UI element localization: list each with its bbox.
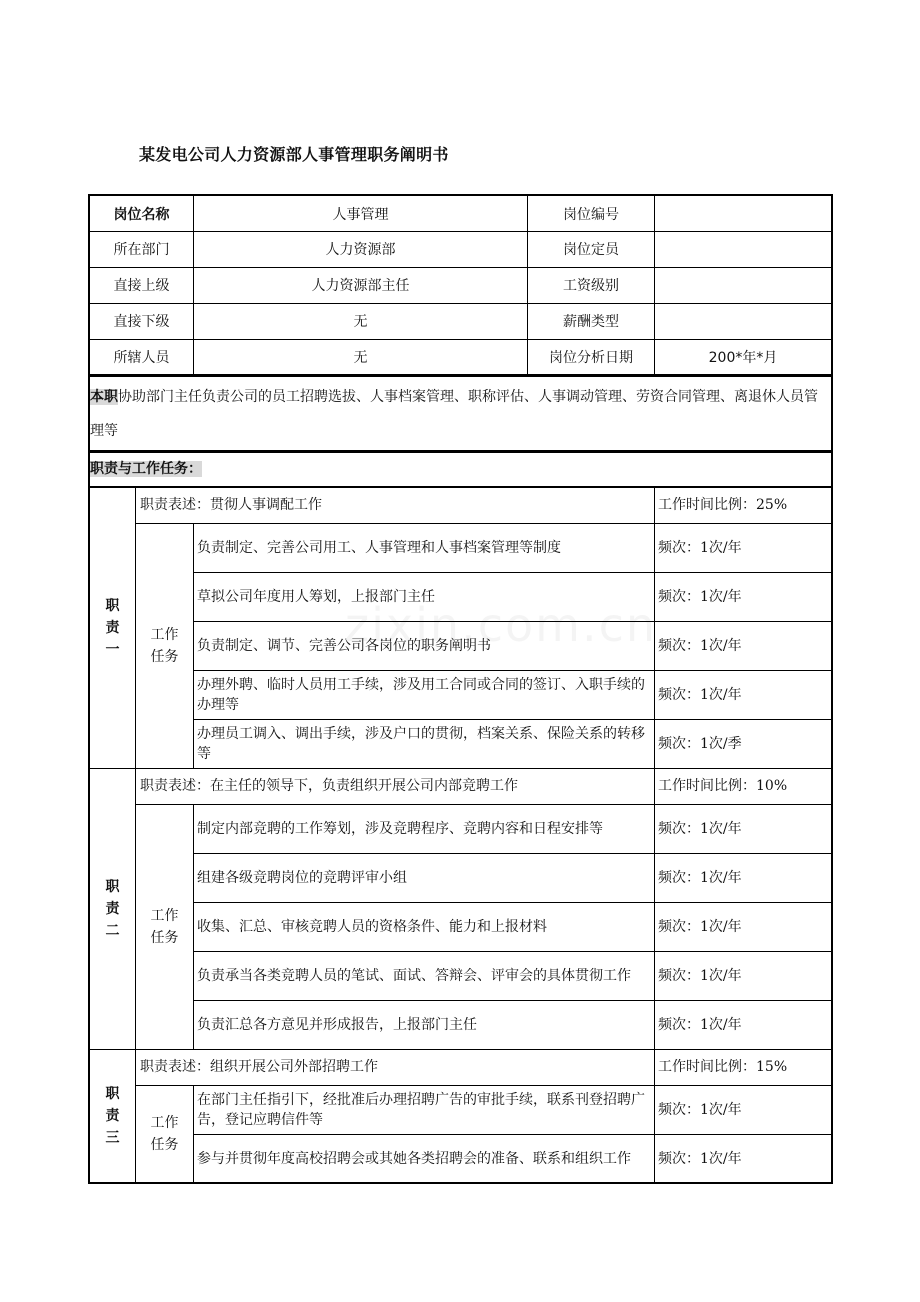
- responsibility-statement: 职责表述：贯彻人事调配工作: [140, 497, 322, 513]
- task-frequency: 频次：1次/年: [658, 637, 742, 654]
- task-label: 工作 任务: [150, 1115, 179, 1153]
- header-value-2: [655, 196, 831, 231]
- header-label-2: 岗位定员: [563, 242, 619, 258]
- task-text: 草拟公司年度用人筹划，上报部门主任: [197, 588, 435, 605]
- task-text: 制定内部竞聘的工作筹划，涉及竞聘程序、竞聘内容和日程安排等: [197, 820, 603, 837]
- task-frequency: 频次：1次/年: [658, 539, 742, 556]
- duty-block: [90, 380, 830, 448]
- task-frequency: 频次：1次/年: [658, 869, 742, 886]
- header-value: 人事管理: [332, 206, 389, 223]
- header-label-2: 岗位分析日期: [549, 349, 633, 366]
- responsibility-name: 职 责 三: [105, 1086, 120, 1146]
- task-text: 参与并贯彻年度高校招聘会或其她各类招聘会的准备、联系和组织工作: [197, 1150, 631, 1167]
- document-title: 某发电公司人力资源部人事管理职务阐明书: [139, 145, 449, 164]
- header-label-2: 薪酬类型: [563, 314, 619, 330]
- duty-text: 协助部门主任负责公司的员工招聘选拔、人事档案管理、职称评估、人事调动管理、劳资合同管理、离退休人员管理等: [90, 389, 818, 439]
- header-label: 岗位名称: [113, 206, 170, 223]
- header-label: 所在部门: [113, 242, 170, 258]
- task-frequency: 频次：1次/年: [658, 1101, 742, 1118]
- header-value-2: 200*年*月: [708, 349, 778, 366]
- time-ratio: 工作时间比例：10%: [658, 778, 788, 794]
- time-ratio: 工作时间比例：15%: [658, 1059, 788, 1075]
- header-value: 人力资源部: [325, 242, 396, 258]
- task-frequency: 频次：1次/年: [658, 967, 742, 984]
- task-frequency: 频次：1次/年: [658, 1016, 742, 1033]
- task-text: 收集、汇总、审核竞聘人员的资格条件、能力和上报材料: [197, 918, 547, 935]
- task-frequency: 频次：1次/年: [658, 820, 742, 837]
- task-text: 办理员工调入、调出手续，涉及户口的贯彻，档案关系、保险关系的转移等: [197, 725, 645, 762]
- responsibility-statement: 职责表述：在主任的领导下，负责组织开展公司内部竞聘工作: [140, 778, 518, 794]
- task-label: 工作 任务: [150, 907, 179, 946]
- header-value: 无: [353, 314, 368, 330]
- task-text: 在部门主任指引下，经批准后办理招聘广告的审批手续，联系刊登招聘广告，登记应聘信件等: [197, 1091, 645, 1128]
- task-frequency: 频次：1次/年: [658, 1150, 742, 1167]
- header-value-2: [655, 231, 831, 267]
- task-text: 负责制定、完善公司用工、人事管理和人事档案管理等制度: [197, 539, 561, 556]
- task-text: 办理外聘、临时人员用工手续，涉及用工合同或合同的签订、入职手续的办理等: [197, 676, 645, 713]
- tasks-heading: 职责与工作任务：: [90, 461, 202, 477]
- responsibility-statement: 职责表述：组织开展公司外部招聘工作: [140, 1059, 378, 1075]
- task-text: 负责承当各类竞聘人员的笔试、面试、答辩会、评审会的具体贯彻工作: [197, 967, 631, 984]
- task-text: 负责制定、调节、完善公司各岗位的职务阐明书: [197, 637, 491, 654]
- time-ratio: 工作时间比例：25%: [658, 497, 788, 513]
- task-frequency: 频次：1次/年: [658, 686, 742, 703]
- responsibility-name: 职 责 二: [105, 878, 120, 939]
- task-text: 组建各级竞聘岗位的竞聘评审小组: [197, 869, 407, 886]
- header-value-2: [655, 303, 831, 339]
- task-frequency: 频次：1次/年: [658, 588, 742, 605]
- task-label: 工作 任务: [150, 626, 179, 665]
- header-label: 直接上级: [113, 278, 170, 294]
- task-frequency: 频次：1次/季: [658, 735, 742, 752]
- header-value: 人力资源部主任: [311, 278, 410, 294]
- header-label-2: 工资级别: [563, 278, 619, 294]
- header-label: 直接下级: [113, 314, 170, 330]
- header-value: 无: [353, 349, 368, 366]
- header-label-2: 岗位编号: [563, 206, 619, 223]
- header-label: 所辖人员: [113, 349, 170, 366]
- task-text: 负责汇总各方意见并形成报告，上报部门主任: [197, 1016, 477, 1033]
- duty-label: 本职: [90, 389, 118, 405]
- header-value-2: [655, 267, 831, 303]
- responsibility-name: 职 责 一: [105, 597, 120, 658]
- task-frequency: 频次：1次/年: [658, 918, 742, 935]
